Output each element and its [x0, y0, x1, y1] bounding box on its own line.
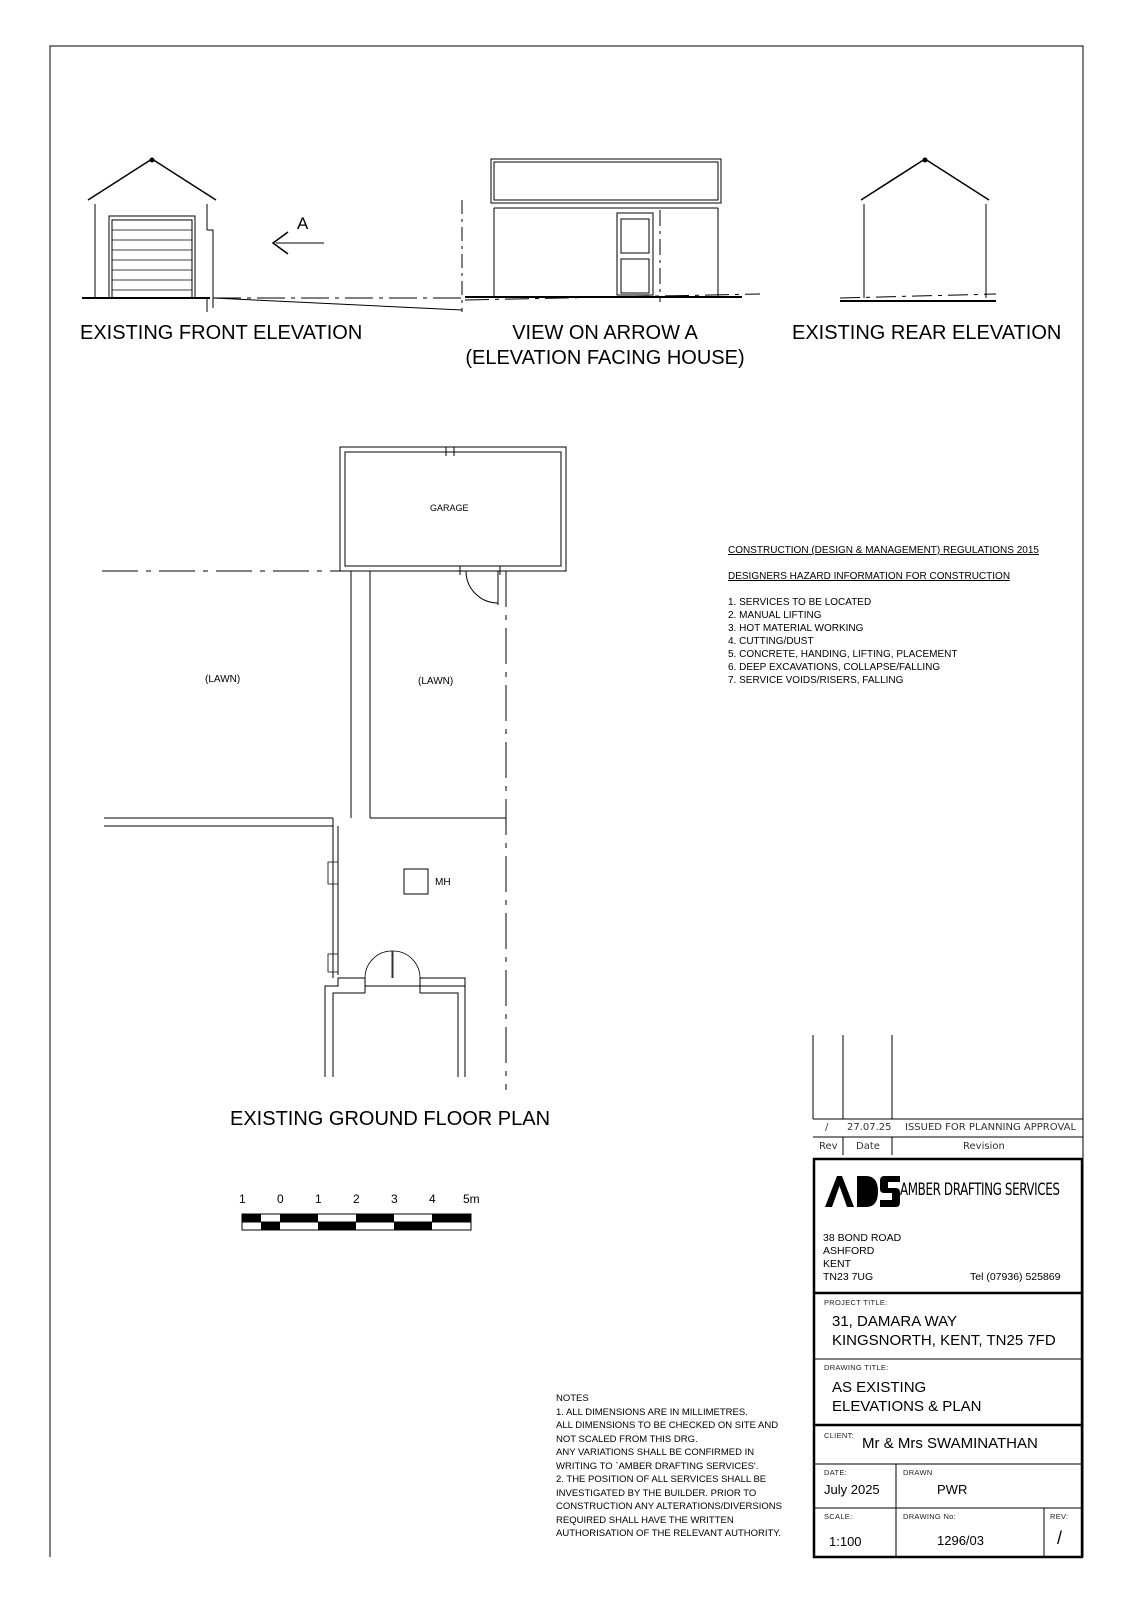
hazard-item: 2. MANUAL LIFTING	[728, 610, 822, 621]
drawn-caption: DRAWN	[903, 1468, 933, 1477]
notes-heading: NOTES	[556, 1393, 589, 1404]
hazard-item: 7. SERVICE VOIDS/RISERS, FALLING	[728, 675, 904, 686]
hazard-heading: DESIGNERS HAZARD INFORMATION FOR CONSTRUCTION	[728, 571, 1011, 582]
hazard-item: 5. CONCRETE, HANDING, LIFTING, PLACEMENT	[728, 649, 958, 660]
revision-header-revision: Revision	[963, 1141, 1005, 1152]
project-title-caption: PROJECT TITLE:	[824, 1298, 888, 1307]
rear-elevation-title: EXISTING REAR ELEVATION	[792, 322, 1062, 344]
note-line: WRITING TO `AMBER DRAFTING SERVICES'.	[556, 1460, 759, 1472]
rev-value: /	[1057, 1528, 1063, 1548]
scale-bar	[242, 1214, 471, 1230]
address-line: 38 BOND ROAD	[823, 1232, 902, 1244]
hazard-item: 4. CUTTING/DUST	[728, 636, 814, 647]
arrow-a-elevation	[465, 159, 760, 302]
address-line: KENT	[823, 1258, 852, 1270]
client-name: Mr & Mrs SWAMINATHAN	[862, 1435, 1038, 1452]
arrow-a-title	[460, 322, 750, 370]
drawing-title-caption: DRAWING TITLE:	[824, 1363, 889, 1372]
notes	[556, 1392, 782, 1541]
note-line: AUTHORISATION OF THE RELEVANT AUTHORITY.	[556, 1528, 782, 1539]
drawing-no-caption: DRAWING No:	[903, 1512, 957, 1521]
garage-label: GARAGE	[430, 503, 469, 513]
client-caption: CLIENT:	[824, 1431, 855, 1440]
sheet-border	[50, 46, 1083, 1557]
scale-label: 1	[315, 1192, 322, 1206]
revision-date: 27.07.25	[847, 1122, 892, 1133]
title-block-frame	[813, 1035, 1083, 1557]
scale-label: 2	[353, 1192, 360, 1206]
note-line: NOT SCALED FROM THIS DRG.	[556, 1433, 698, 1445]
scale-label: 5m	[463, 1192, 480, 1206]
cdm-heading: CONSTRUCTION (DESIGN & MANAGEMENT) REGULATIONS 2015	[728, 545, 1039, 556]
hazard-item: 6. DEEP EXCAVATIONS, COLLAPSE/FALLING	[728, 662, 941, 673]
rev-caption: REV:	[1050, 1512, 1069, 1521]
note-line: 1. ALL DIMENSIONS ARE IN MILLIMETRES.	[556, 1406, 748, 1418]
scale-value: 1:100	[829, 1534, 862, 1549]
project-title-line2: KINGSNORTH, KENT, TN25 7FD	[832, 1332, 1056, 1349]
hazard-item: 3. HOT MATERIAL WORKING	[728, 623, 864, 634]
address-line: TN23 7UG	[823, 1271, 874, 1283]
note-line: INVESTIGATED BY THE BUILDER. PRIOR TO	[556, 1487, 757, 1499]
lawn-right-label: (LAWN)	[418, 676, 454, 687]
scale-caption: SCALE:	[824, 1512, 853, 1521]
company-name: AMBER DRAFTING SERVICES	[900, 1180, 1060, 1200]
project-title-line1: 31, DAMARA WAY	[832, 1313, 958, 1330]
drawing-title-line2: ELEVATIONS & PLAN	[832, 1398, 982, 1415]
date-value: July 2025	[824, 1482, 880, 1497]
drawing-title-line1: AS EXISTING	[832, 1379, 927, 1396]
hazard-info	[728, 544, 1039, 687]
revision-description: ISSUED FOR PLANNING APPROVAL	[905, 1122, 1077, 1133]
company-address	[823, 1232, 901, 1284]
front-elevation-title: EXISTING FRONT ELEVATION	[80, 322, 363, 344]
revision-header-rev: Rev	[819, 1141, 838, 1152]
date-caption: DATE:	[824, 1468, 848, 1477]
rear-elevation	[840, 158, 996, 301]
drawn-value: PWR	[937, 1482, 968, 1497]
scale-label: 4	[429, 1192, 436, 1206]
note-line: ALL DIMENSIONS TO BE CHECKED ON SITE AND	[556, 1420, 779, 1431]
arrow-a-title-line2: (ELEVATION FACING HOUSE)	[465, 347, 745, 369]
arrow-a-title-line1: VIEW ON ARROW A	[512, 322, 698, 344]
revision-header-date: Date	[856, 1141, 880, 1152]
scale-label: 3	[391, 1192, 398, 1206]
scale-label: 0	[277, 1192, 284, 1206]
note-line: ANY VARIATIONS SHALL BE CONFIRMED IN	[556, 1447, 755, 1458]
ground-floor-plan	[102, 447, 566, 1090]
scale-label: 1	[239, 1192, 246, 1206]
note-line: 2. THE POSITION OF ALL SERVICES SHALL BE	[556, 1474, 767, 1485]
company-tel: Tel (07936) 525869	[970, 1271, 1061, 1283]
revision-rev: /	[825, 1122, 829, 1133]
hazard-item: 1. SERVICES TO BE LOCATED	[728, 597, 872, 608]
ads-logo-icon	[825, 1176, 900, 1207]
note-line: REQUIRED SHALL HAVE THE WRITTEN	[556, 1514, 734, 1526]
arrow-a-label: A	[297, 214, 309, 233]
lawn-left-label: (LAWN)	[205, 674, 241, 685]
plan-title: EXISTING GROUND FLOOR PLAN	[230, 1108, 551, 1130]
front-elevation	[82, 158, 462, 312]
drawing-no-value: 1296/03	[937, 1533, 984, 1548]
note-line: CONSTRUCTION ANY ALTERATIONS/DIVERSIONS	[556, 1501, 782, 1512]
address-line: ASHFORD	[823, 1245, 875, 1257]
manhole-label: MH	[435, 877, 451, 888]
